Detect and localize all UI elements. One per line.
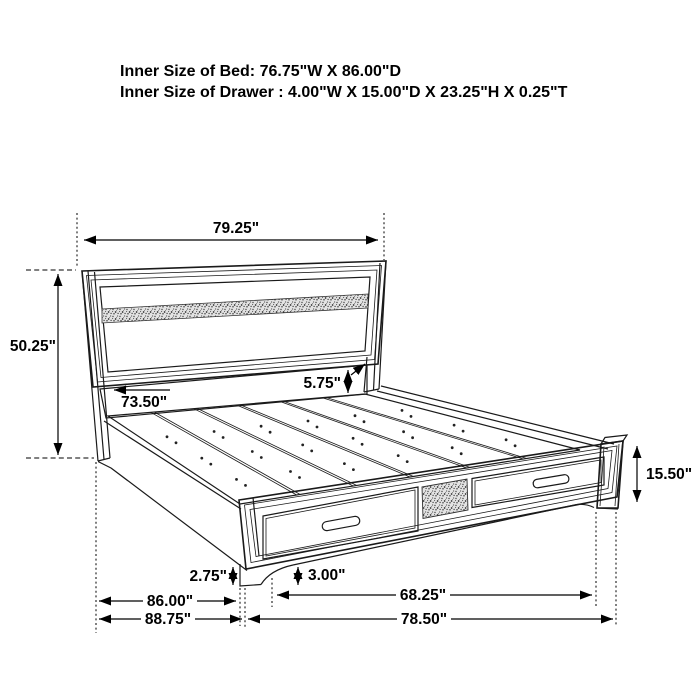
dim-headboard-width: [77, 213, 384, 268]
inner-size-drawer-line: Inner Size of Drawer : 4.00"W X 15.00"D X 23.25"H X 0.25"T: [120, 84, 568, 101]
dim-inner-depth: [96, 462, 240, 633]
dim-inner-rail-width: [114, 390, 170, 411]
left-side-rail: [98, 421, 247, 571]
drawer-left: [263, 487, 418, 559]
dim-headboard-width-label: 79.25": [212, 220, 260, 237]
drawer-left-handle: [321, 516, 360, 532]
inner-size-bed-line: Inner Size of Bed: 76.75"W X 86.00"D: [120, 63, 402, 80]
dim-footboard-height: [637, 446, 692, 502]
headboard: [82, 261, 386, 387]
drawer-right-handle: [533, 474, 570, 488]
dim-foot-clearance-label: 3.00": [308, 567, 346, 584]
dim-between-feet-width-label: 68.25": [399, 587, 447, 604]
dim-inner-rail-width-label: 73.50": [121, 394, 168, 411]
dim-headboard-height-label: 50.25": [9, 338, 56, 355]
right-side-rail: [377, 386, 614, 449]
dim-rail-height-label: 5.75": [303, 375, 341, 392]
dim-footboard-width: [248, 512, 616, 628]
slat-deck: [108, 394, 580, 504]
dim-headboard-height: [10, 270, 94, 458]
footboard-feet: [240, 504, 594, 586]
dim-left-foot-height-label: 2.75": [189, 568, 227, 585]
headboard-legs: [82, 261, 386, 461]
dim-overall-depth-label: 88.75": [144, 611, 192, 628]
footboard-glitter-panel: [422, 479, 468, 519]
dim-foot-clearance: [298, 567, 346, 585]
dim-footboard-height-label: 15.50": [646, 466, 693, 483]
headboard-glitter-stripe: [102, 294, 368, 323]
dim-inner-depth-label: 86.00": [146, 593, 194, 610]
footboard: [239, 435, 627, 586]
dim-left-foot-height: [189, 567, 233, 585]
dim-footboard-width-label: 78.50": [400, 611, 448, 628]
